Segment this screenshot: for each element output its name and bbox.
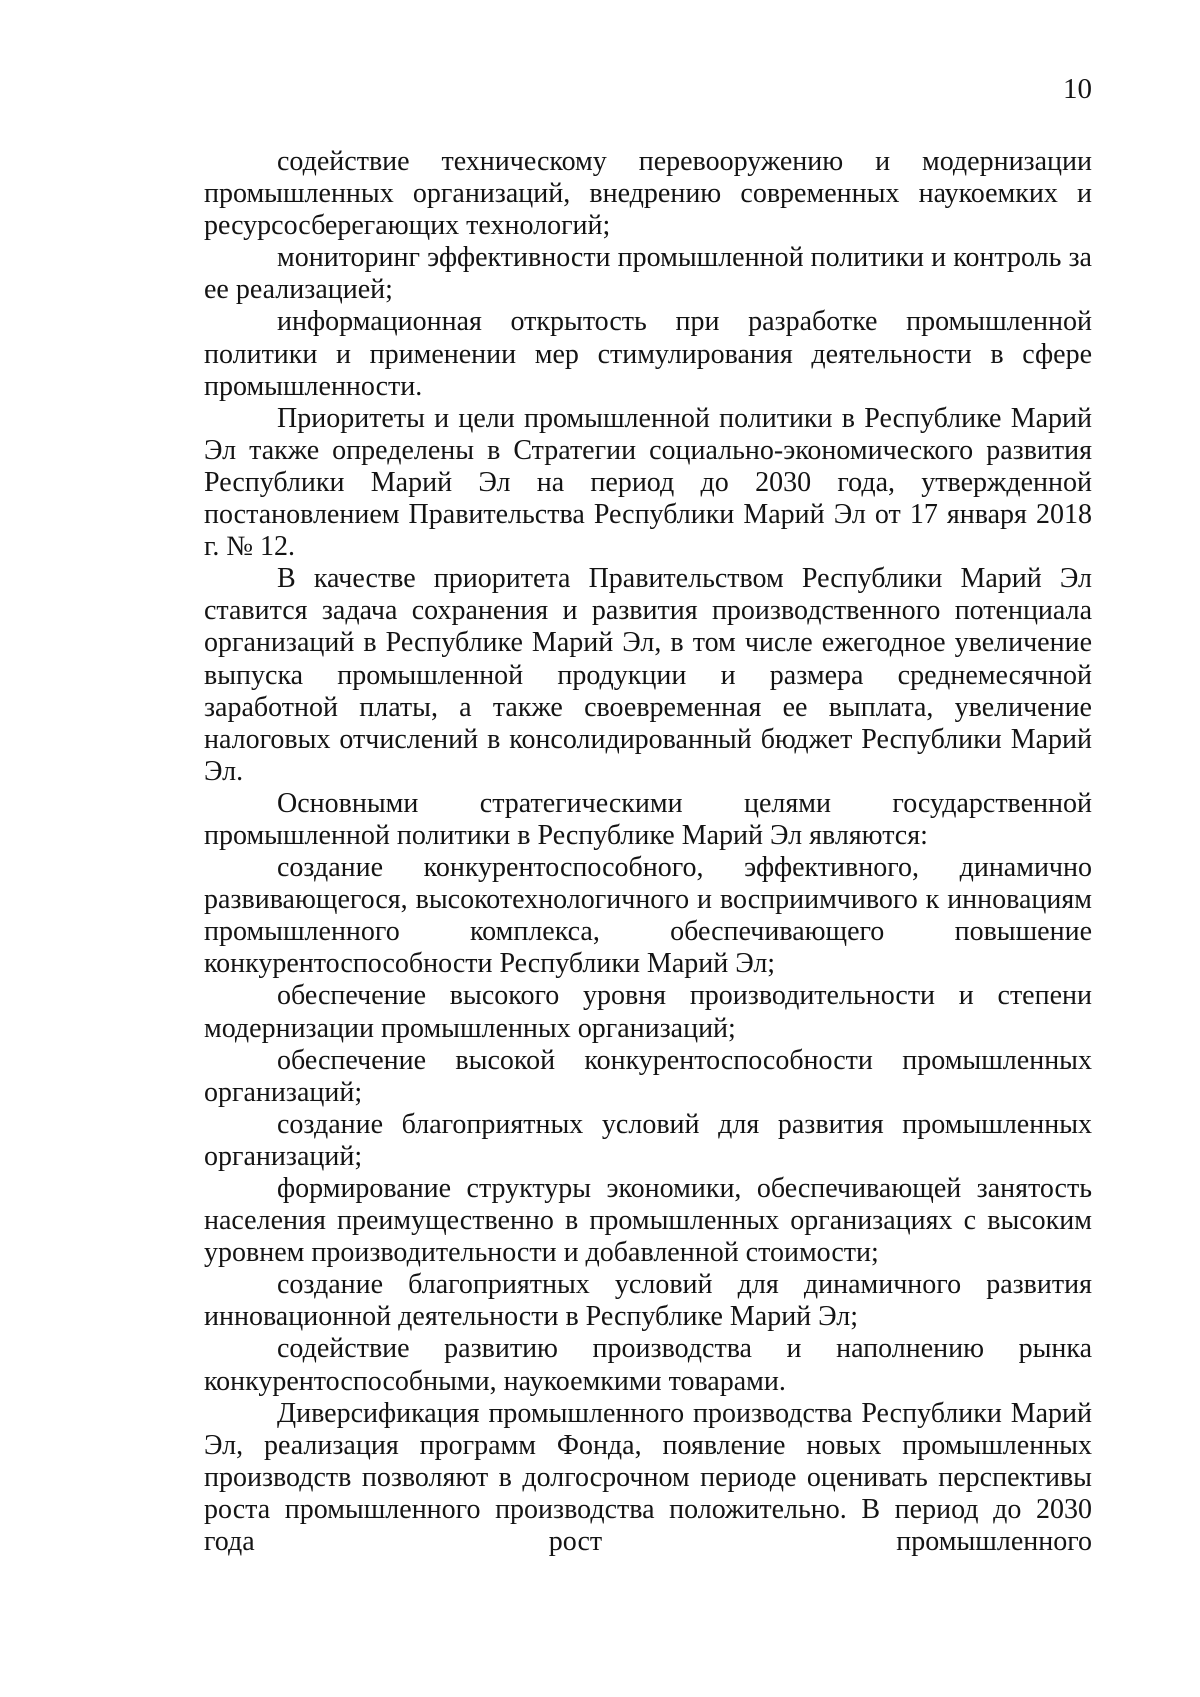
paragraph-goal-innovation: создание благоприятных условий для динамичного развития инновационной деятельности в Республике Марий Эл; (204, 1269, 1092, 1333)
paragraph-monitoring: мониторинг эффективности промышленной политики и контроль за ее реализацией; (204, 242, 1092, 306)
paragraph-government-priority: В качестве приоритета Правительством Республики Марий Эл ставится задача сохранения и развития производственного потенциала организаций в Республике Марий Эл, в том числе ежегодное увеличение выпуска промышленной продукции и размера среднемесячной заработной платы, а также своевременная ее выплата, увеличение налоговых отчислений в консолидированный бюджет Республики Марий Эл. (204, 563, 1092, 787)
paragraph-goal-productivity: обеспечение высокого уровня производительности и степени модернизации промышленных организаций; (204, 980, 1092, 1044)
paragraph-goal-competitiveness: обеспечение высокой конкурентоспособности промышленных организаций; (204, 1044, 1092, 1108)
paragraph-goal-favorable-conditions: создание благоприятных условий для развития промышленных организаций; (204, 1108, 1092, 1172)
paragraph-openness: информационная открытость при разработке промышленной политики и применении мер стимулирования деятельности в сфере промышленности. (204, 306, 1092, 402)
paragraph-diversification: Диверсификация промышленного производства Республики Марий Эл, реализация программ Фонда, появление новых промышленных производств позволяют в долгосрочном периоде оценивать перспективы роста промышленного производства положительно. В период до 2030 года рост промышленного (204, 1397, 1092, 1558)
document-body (204, 146, 1092, 1558)
paragraph-goal-market: содействие развитию производства и наполнению рынка конкурентоспособными, наукоемкими товарами. (204, 1333, 1092, 1397)
paragraph-modernization: содействие техническому перевооружению и модернизации промышленных организаций, внедрению современных наукоемких и ресурсосберегающих технологий; (204, 146, 1092, 242)
paragraph-goal-competitive-complex: создание конкурентоспособного, эффективного, динамично развивающегося, высокотехнологичного и восприимчивого к инновациям промышленного комплекса, обеспечивающего повышение конкурентоспособности Республики Марий Эл; (204, 852, 1092, 980)
paragraph-strategic-goals-intro: Основными стратегическими целями государственной промышленной политики в Республике Марий Эл являются: (204, 787, 1092, 851)
paragraph-goal-economy-structure: формирование структуры экономики, обеспечивающей занятость населения преимущественно в промышленных организациях с высоким уровнем производительности и добавленной стоимости; (204, 1173, 1092, 1269)
paragraph-priorities-strategy: Приоритеты и цели промышленной политики в Республике Марий Эл также определены в Стратегии социально-экономического развития Республики Марий Эл на период до 2030 года, утвержденной постановлением Правительства Республики Марий Эл от 17 января 2018 г. № 12. (204, 402, 1092, 563)
page-number: 10 (1063, 73, 1092, 105)
